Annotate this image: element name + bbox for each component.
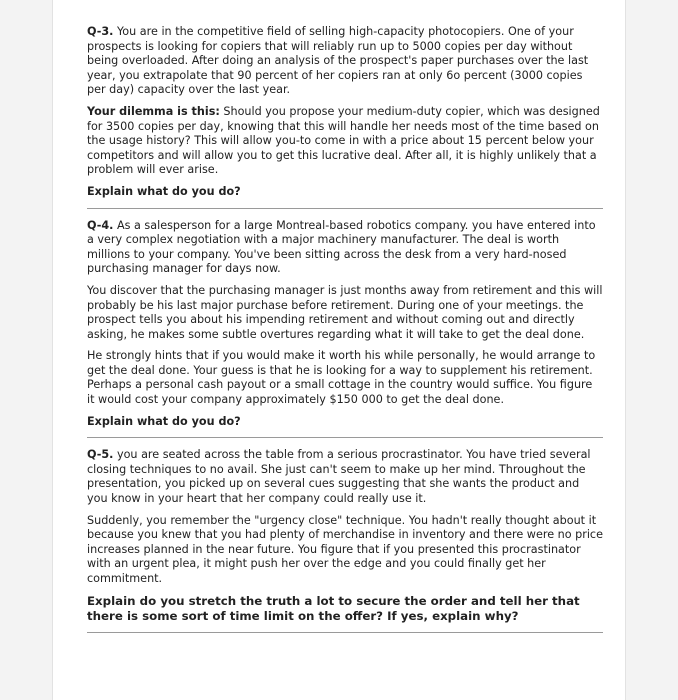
q4-number: Q-4.: [87, 218, 114, 232]
question-3: [87, 25, 603, 200]
separator: [87, 208, 603, 209]
q5-number: Q-5.: [87, 448, 114, 462]
q5-explain: Explain do you stretch the truth a lot to secure the order and tell her that there is some sort of time limit on the offer? If yes, explain why?: [87, 593, 580, 623]
separator: [87, 632, 603, 633]
q5-intro: Q-5. you are seated across the table from a serious procrastinator. You have tried several closing techniques to no avail. She just can't seem to make up her mind. Throughout the presentation, you picked up on several cues suggesting that she wants the product and you know in your heart that her company could really use it.: [87, 448, 591, 506]
q5-paragraph-2: Suddenly, you remember the "urgency close" technique. You hadn't really thought about it because you knew that you had plenty of merchandise in inventory and there were no price increases planned in the near future. You figure that if you presented this procrastinator with an urgent plea, it might push her over the edge and you could finally get her commitment.: [87, 513, 603, 585]
q4-paragraph-2: You discover that the purchasing manager is just months away from retirement and this will probably be his last major purchase before retirement. During one of your meetings. the prospect tells you about his impending retirement and without coming out and directly asking, he makes some subtle overtures regarding what it will take to get the deal done.: [87, 283, 603, 341]
q3-intro: Q-3. You are in the competitive field of selling high-capacity photocopiers. One of your prospects is looking for copiers that will reliably run up to 5000 copies per day without being overloaded. After doing an analysis of the prospect's paper purchases over the last year, you extrapolate that 90 percent of her copiers ran at only 6o percent (3000 copies per day) capacity over the last year.: [87, 25, 589, 97]
q4-intro: Q-4. As a salesperson for a large Montreal-based robotics company. you have entered into a very complex negotiation with a major machinery manufacturer. The deal is worth millions to your company. You've been sitting across the desk from a very hard-nosed purchasing manager for days now.: [87, 218, 596, 276]
q4-paragraph-3: He strongly hints that if you would make it worth his while personally, he would arrange to get the deal done. Your guess is that he is looking for a way to supplement his retirement. Perhaps a personal cash payout or a small cottage in the country would suffice. You figure it would cost your company approximately $150 000 to get the deal done.: [87, 349, 596, 407]
question-5: [87, 448, 603, 623]
q3-dilemma-label: Your dilemma is this:: [87, 104, 220, 118]
document-page: [52, 0, 626, 700]
separator: [87, 437, 603, 438]
q3-dilemma: Your dilemma is this: Should you propose your medium-duty copier, which was designed for 3500 copies per day, knowing that this will handle her needs most of the time based on the usage history? This will allow you-to come in with a price about 15 percent below your competitors and will allow you to get this lucrative deal. After all, it is highly unlikely that a problem will ever arise.: [87, 104, 600, 177]
question-4: [87, 219, 603, 430]
q3-number: Q-3.: [87, 25, 114, 38]
q4-explain: Explain what do you do?: [87, 414, 241, 428]
q3-explain: Explain what do you do?: [87, 184, 241, 198]
